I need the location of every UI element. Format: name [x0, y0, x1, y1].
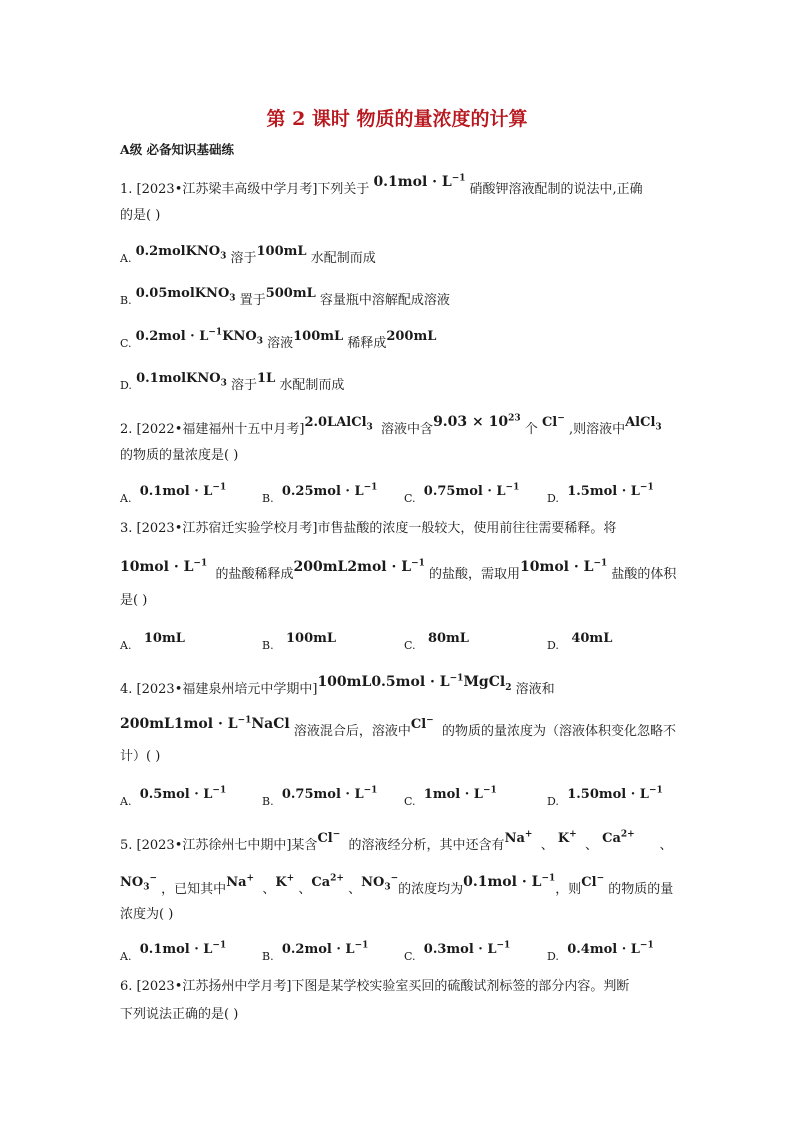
q1-option-c[interactable]: C. $0.2mol \cdot L^{-1}KNO_3$ 溶液100mL 稀释成200mL [120, 327, 437, 351]
q6-stem: 6. [2023•江苏扬州中学月考]下图是某学校实验室买回的硫酸试剂标签的部分内容。判断 [120, 979, 630, 994]
q5-option-d[interactable]: D. $0.4mol \cdot L^{-1}$ [547, 940, 654, 963]
q3-option-c[interactable]: C. 80mL [404, 631, 469, 652]
q5-stem: 5. [2023•江苏徐州七中期中]某含Cl− 的溶液经分析，其中还含有Na+ 、 K+ 、 $Ca^{2+}$ 、 [120, 829, 673, 853]
q1-option-d[interactable]: D. 0.1molKNO$_3$ 溶于1L 水配制而成 [120, 371, 345, 393]
q5-option-a[interactable]: A. $0.1mol \cdot L^{-1}$ [120, 940, 227, 963]
section-heading: A级 必备知识基础练 [120, 142, 235, 157]
q6-stem-line2: 下列说法正确的是( ) [120, 1007, 239, 1022]
q5-option-b[interactable]: B. $0.2mol \cdot L^{-1}$ [262, 940, 369, 963]
q2-option-b[interactable]: B. $0.25mol \cdot L^{-1}$ [262, 482, 378, 505]
q2-stem-line2: 的物质的量浓度是( ) [120, 448, 239, 463]
q1-concentration: $0.1mol \cdot L^{-1}$ [373, 173, 466, 190]
q4-option-c[interactable]: C. $1mol \cdot L^{-1}$ [404, 785, 497, 808]
q5-stem-line2: $NO_3^-$ ，已知其中Na+ 、K+ 、$Ca^{2+}$ 、$NO_3^-$的浓度均为$0.1mol \cdot L^{-1}$，则Cl− 的物质的量 [120, 873, 674, 897]
q5-stem-line3: 浓度为( ) [120, 907, 174, 922]
q4-stem-line2: $200mL1mol \cdot L^{-1}NaCl$ 溶液混合后，溶液中Cl− 的物质的量浓度为（溶液体积变化忽略不 [120, 715, 676, 739]
q1-option-a[interactable]: A. 0.2molKNO$_3$ 溶于100mL 水配制而成 [120, 244, 376, 266]
q4-option-a[interactable]: A. $0.5mol \cdot L^{-1}$ [120, 785, 227, 808]
q2-option-d[interactable]: D. $1.5mol \cdot L^{-1}$ [547, 482, 654, 505]
q4-stem: 4. [2023•福建泉州培元中学期中]$100mL0.5mol \cdot L^{-1}MgCl_2$ 溶液和 [120, 673, 555, 697]
q4-option-b[interactable]: B. $0.75mol \cdot L^{-1}$ [262, 785, 378, 808]
q2-stem: 2. [2022•福建福州十五中月考]2.0LAlCl$_3$ 溶液中含$9.03 \times 10^{23}$ 个 Cl− ,则溶液中AlCl$_3$ [120, 413, 662, 437]
q4-option-d[interactable]: D. $1.50mol \cdot L^{-1}$ [547, 785, 663, 808]
q1-stem: 1. [2023•江苏梁丰高级中学月考]下列关于 $0.1mol \cdot L^{-1}$硝酸钾溶液配制的说法中,正确 [120, 173, 643, 197]
q3-option-d[interactable]: D. 40mL [547, 631, 613, 652]
page-title: 第 2 课时 物质的量浓度的计算 [266, 108, 528, 130]
q1-stem-line2: 的是( ) [120, 208, 161, 223]
q3-stem: 3. [2023•江苏宿迁实验学校月考]市售盐酸的浓度一般较大，使用前往往需要稀释。将 [120, 521, 617, 536]
q3-stem-line3: 是( ) [120, 593, 148, 608]
q2-option-a[interactable]: A. $0.1mol \cdot L^{-1}$ [120, 482, 227, 505]
q1-option-b[interactable]: B. 0.05molKNO$_3$ 置于500mL 容量瓶中溶解配成溶液 [120, 286, 450, 308]
q4-stem-line3: 计）( ) [120, 749, 161, 764]
q3-option-b[interactable]: B. 100mL [262, 631, 337, 652]
q5-option-c[interactable]: C. $0.3mol \cdot L^{-1}$ [404, 940, 511, 963]
q3-stem-line2: $10mol \cdot L^{-1}$ 的盐酸稀释成$200mL2mol \cdot L^{-1}$ 的盐酸，需取用$10mol \cdot L^{-1}$ 盐酸的体积 [120, 558, 677, 582]
q3-option-a[interactable]: A. 10mL [120, 631, 185, 652]
q2-option-c[interactable]: C. $0.75mol \cdot L^{-1}$ [404, 482, 520, 505]
